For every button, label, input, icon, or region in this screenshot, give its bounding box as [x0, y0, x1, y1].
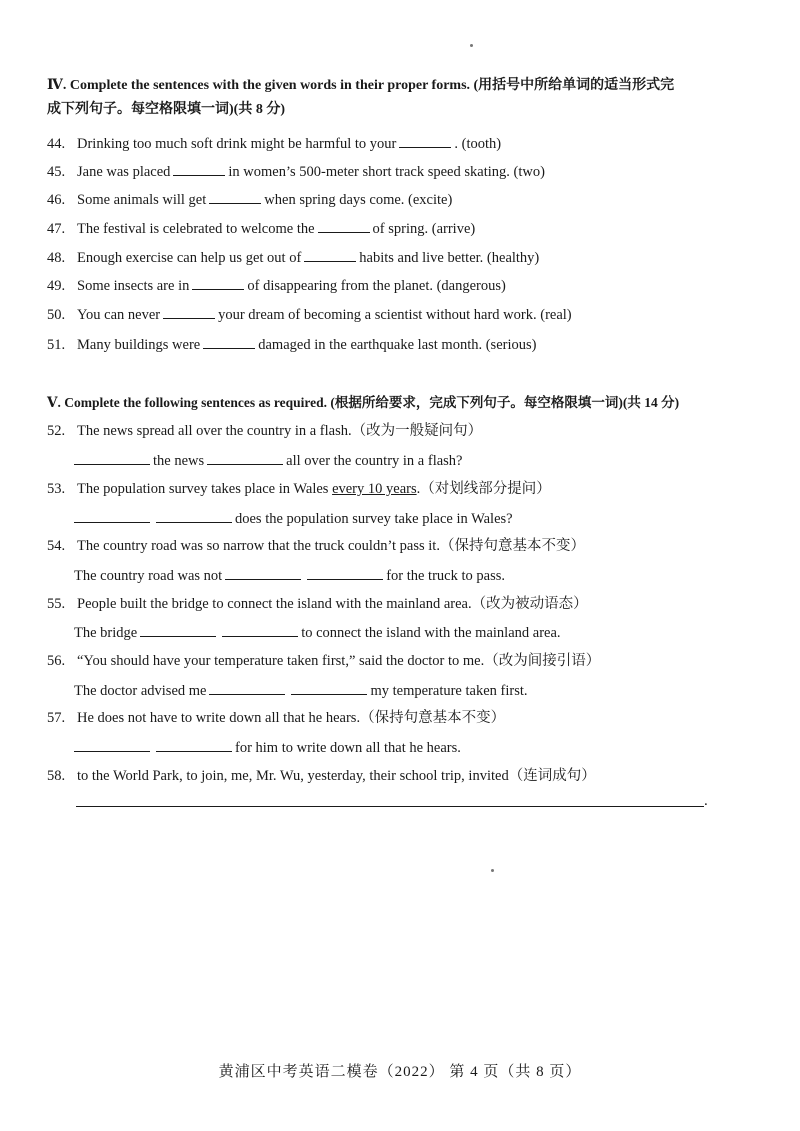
question-51 [47, 334, 536, 355]
question-number: 52. [47, 423, 66, 439]
scan-speck [470, 44, 473, 47]
question-number: 56. [47, 653, 66, 669]
question-number: 49. [47, 278, 66, 294]
question-number: 51. [47, 337, 66, 353]
scan-speck [491, 869, 494, 872]
answer-blank[interactable] [163, 304, 215, 319]
question-text-end: when spring days come. (excite) [264, 192, 453, 208]
answer-line-54 [74, 565, 505, 586]
question-text-end: damaged in the earthquake last month. (serious) [258, 337, 537, 353]
question-number: 53. [47, 481, 66, 497]
answer-blank[interactable] [203, 334, 255, 349]
question-text-end: of spring. (arrive) [372, 221, 476, 237]
answer-blank[interactable] [222, 622, 298, 637]
answer-blank[interactable] [307, 565, 383, 580]
question-text: He does not have to write down all that he hears.（保持句意基本不变） [77, 710, 506, 726]
question-57 [47, 708, 505, 728]
question-number: 47. [47, 221, 66, 237]
question-text: Enough exercise can help us get out of [77, 250, 302, 266]
answer-text: to connect the island with the mainland area. [301, 625, 561, 641]
question-number: 54. [47, 538, 66, 554]
answer-text: The country road was not [74, 568, 223, 584]
question-text: Some animals will get [77, 192, 207, 208]
section-5-heading: Ⅴ. Complete the following sentences as required. (根据所给要求，完成下列句子。每空格限填一词)(共 14 分) [47, 395, 680, 410]
question-53 [47, 479, 551, 499]
answer-blank[interactable] [74, 737, 150, 752]
question-47 [47, 218, 475, 239]
question-50 [47, 304, 572, 325]
answer-blank[interactable] [225, 565, 301, 580]
question-text: to the World Park, to join, me, Mr. Wu, yesterday, their school trip, invited（连词成句） [77, 768, 596, 784]
underlined-phrase: every 10 years [332, 481, 417, 497]
question-number: 58. [47, 768, 66, 784]
question-text-end: of disappearing from the planet. (dangerous) [247, 278, 506, 294]
question-46 [47, 189, 452, 210]
question-58 [47, 766, 596, 786]
answer-blank[interactable] [192, 275, 244, 290]
answer-text: for the truck to pass. [386, 568, 505, 584]
question-text: “You should have your temperature taken first,” said the doctor to me.（改为间接引语） [77, 653, 601, 669]
question-number: 50. [47, 307, 66, 323]
question-56 [47, 651, 600, 671]
answer-blank[interactable] [156, 508, 232, 523]
answer-blank[interactable] [74, 450, 150, 465]
question-text: Some insects are in [77, 278, 190, 294]
question-text: You can never [77, 307, 161, 323]
answer-line-56 [74, 680, 528, 701]
question-text-end: .（对划线部分提问） [416, 481, 551, 497]
answer-blank[interactable] [318, 218, 370, 233]
question-text-end: . (tooth) [454, 136, 502, 152]
answer-blank[interactable] [209, 189, 261, 204]
question-text: The news spread all over the country in a flash.（改为一般疑问句） [77, 423, 483, 439]
question-number: 55. [47, 596, 66, 612]
question-number: 48. [47, 250, 66, 266]
question-44 [47, 133, 501, 154]
answer-blank[interactable] [399, 133, 451, 148]
question-49 [47, 275, 506, 296]
question-text-end: your dream of becoming a scientist without hard work. (real) [218, 307, 572, 323]
answer-text: all over the country in a flash? [286, 453, 463, 469]
answer-line-53 [74, 508, 513, 529]
question-text-end: in women’s 500-meter short track speed skating. (two) [228, 164, 545, 180]
answer-text: does the population survey take place in Wales? [235, 511, 513, 527]
section-4-heading [47, 74, 747, 122]
page-footer: 黄浦区中考英语二模卷（2022） 第 4 页（共 8 页） [218, 1064, 582, 1080]
answer-blank[interactable] [156, 737, 232, 752]
question-text: The population survey takes place in Wales [77, 481, 329, 497]
question-text-end: habits and live better. (healthy) [359, 250, 540, 266]
question-45 [47, 161, 545, 182]
answer-line-52 [74, 450, 463, 471]
answer-text: my temperature taken first. [370, 683, 528, 699]
question-48 [47, 247, 539, 268]
answer-line-55 [74, 622, 561, 643]
answer-blank[interactable] [140, 622, 216, 637]
answer-blank-long[interactable] [76, 806, 704, 807]
sentence-end-period: . [704, 793, 708, 809]
question-54 [47, 536, 585, 556]
question-text: The festival is celebrated to welcome the [77, 221, 315, 237]
question-number: 44. [47, 136, 66, 152]
section-4-heading-line1: Ⅳ. Complete the sentences with the given words in their proper forms. (用括号中所给单词的适当形式完 [47, 78, 675, 93]
question-number: 45. [47, 164, 66, 180]
answer-blank[interactable] [173, 161, 225, 176]
question-number: 57. [47, 710, 66, 726]
answer-line-57 [74, 737, 461, 758]
answer-text: the news [153, 453, 205, 469]
question-number: 46. [47, 192, 66, 208]
question-text: People built the bridge to connect the island with the mainland area.（改为被动语态） [77, 596, 588, 612]
answer-blank[interactable] [291, 680, 367, 695]
answer-text: The bridge [74, 625, 138, 641]
question-text: Jane was placed [77, 164, 171, 180]
answer-blank[interactable] [74, 508, 150, 523]
answer-blank[interactable] [207, 450, 283, 465]
answer-blank[interactable] [209, 680, 285, 695]
question-text: The country road was so narrow that the truck couldn’t pass it.（保持句意基本不变） [77, 538, 585, 554]
question-text: Drinking too much soft drink might be harmful to your [77, 136, 397, 152]
question-text: Many buildings were [77, 337, 201, 353]
answer-blank[interactable] [304, 247, 356, 262]
answer-text: The doctor advised me [74, 683, 207, 699]
section-4-heading-line2: 成下列句子。每空格限填一词)(共 8 分) [47, 102, 285, 117]
answer-text: for him to write down all that he hears. [235, 740, 461, 756]
question-52 [47, 421, 482, 441]
question-55 [47, 594, 588, 614]
